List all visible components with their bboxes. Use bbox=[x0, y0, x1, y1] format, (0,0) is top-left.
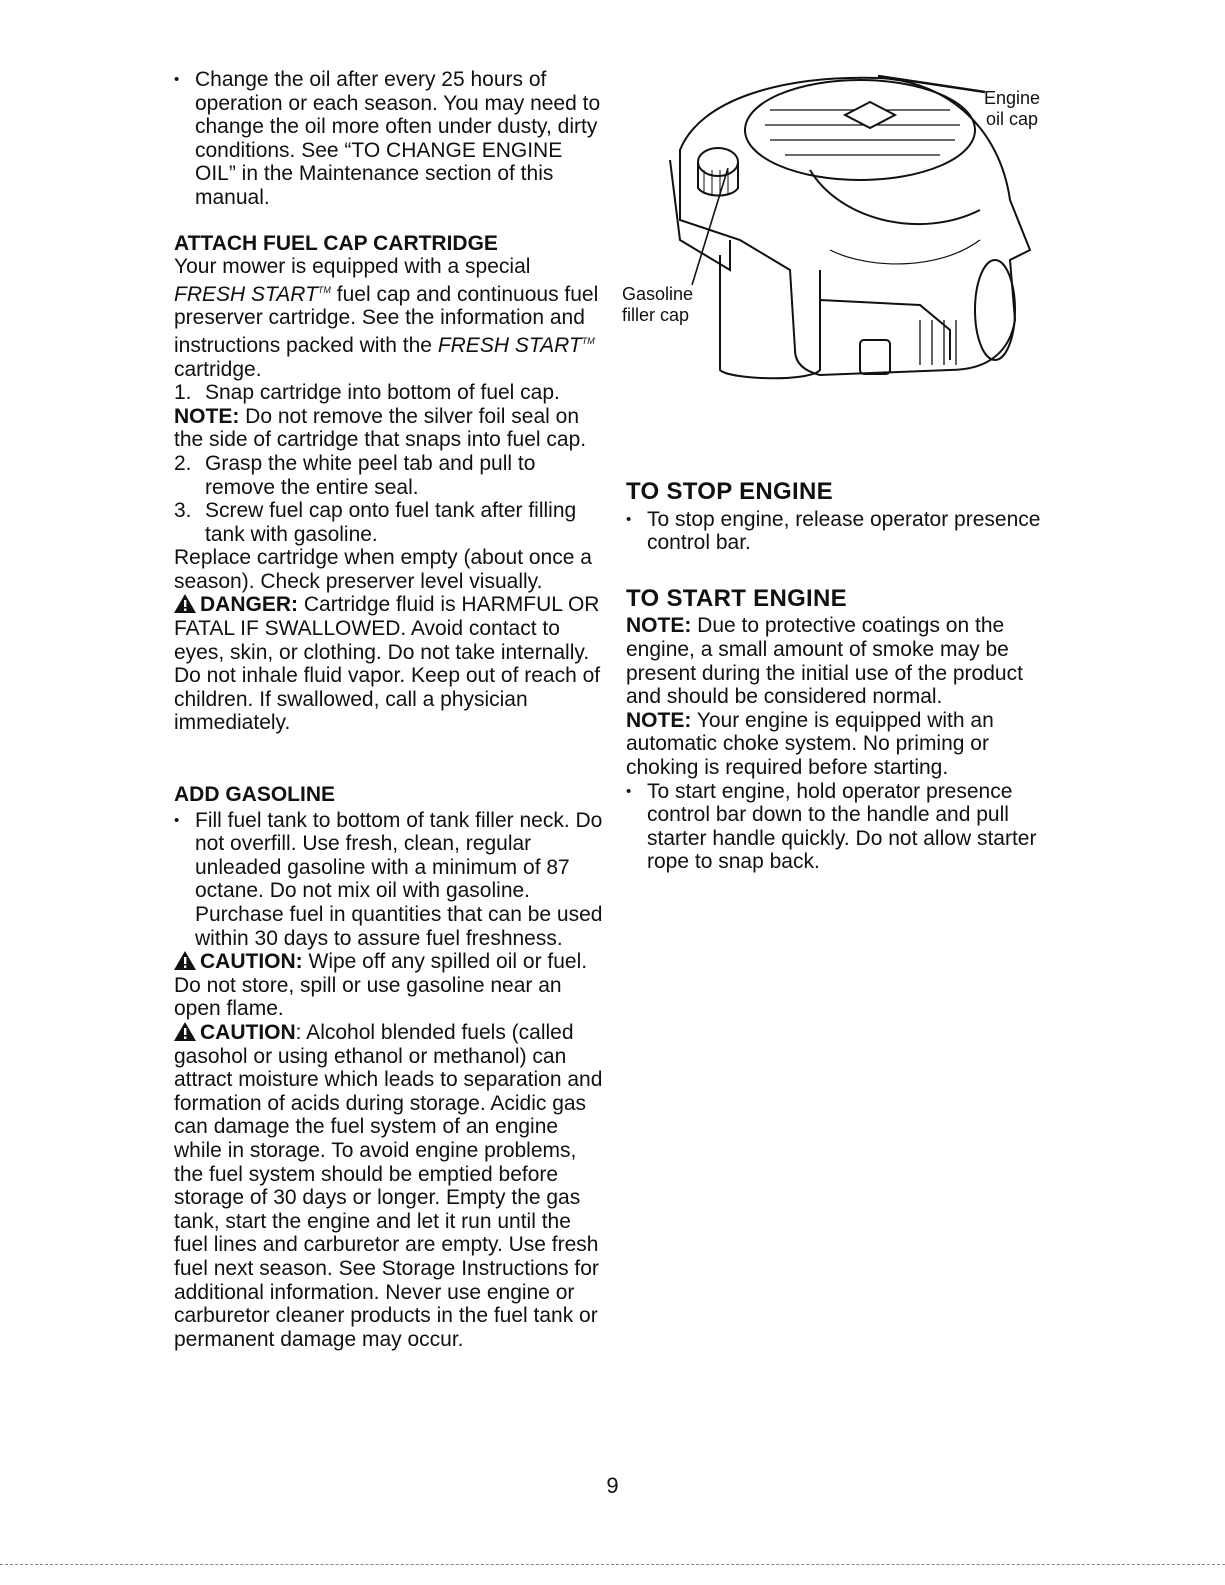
engine-oil-cap-label: Engine oil cap bbox=[984, 88, 1041, 129]
note-foil-seal: NOTE: Do not remove the silver foil seal on the side of cartridge that snaps into fuel cap. bbox=[174, 404, 587, 452]
fresh-start-name: FRESH START bbox=[174, 282, 318, 306]
gasoline-filler-cap-label: Gasoline filler cap bbox=[622, 284, 694, 325]
danger-warning: DANGER: Cartridge fluid is HARMFUL OR FATAL IF SWALLOWED. Avoid contact to eyes, skin, or clothing. Do not take internally. Do not inhale fluid vapor. Keep out of reach of children. If swallowed, call a physician immediately. bbox=[174, 593, 601, 735]
note-smoke: NOTE: Due to protective coatings on the engine, a small amount of smoke may be present during the initial use of the product and should be considered normal. bbox=[626, 614, 1023, 709]
warning-triangle-icon bbox=[174, 951, 196, 970]
warning-triangle-icon bbox=[174, 594, 196, 613]
replace-cartridge-text: Replace cartridge when empty (about once a season). Check preserver level visually. bbox=[174, 546, 592, 593]
add-gasoline-bullet: • Fill fuel tank to bottom of tank filler neck. Do not overfill. Use fresh, clean, regular unleaded gasoline with a minimum of 87 octane. Do not mix oil with gasoline. Purchase fuel in quantities that can be used within 30 days to assure fuel freshness. bbox=[174, 809, 604, 951]
start-engine-heading: TO START ENGINE bbox=[626, 584, 847, 612]
right-column bbox=[626, 480, 1056, 874]
step-1: 1. Snap cartridge into bottom of fuel cap. bbox=[174, 381, 560, 405]
page-number: 9 bbox=[606, 1473, 619, 1498]
attach-paragraph: Your mower is equipped with a special FRESH START™ fuel cap and continuous fuel preserver cartridge. See the information and instructions packed with the FRESH START™ cartridge. bbox=[174, 255, 599, 381]
stop-engine-bullet: • To stop engine, release operator presence control bar. bbox=[626, 508, 1056, 555]
stop-engine-heading: TO STOP ENGINE bbox=[626, 478, 833, 505]
fresh-start-name: FRESH START bbox=[437, 333, 582, 357]
engine-illustration bbox=[620, 70, 1060, 410]
oil-change-bullet: • Change the oil after every 25 hours of operation or each season. You may need to change the oil more often under dusty, dirty conditions. See “TO CHANGE ENGINE OIL” in the Maintenance section of this manual. bbox=[174, 68, 604, 210]
warning-triangle-icon bbox=[174, 1022, 196, 1041]
step-2: 2. Grasp the white peel tab and pull to remove the entire seal. bbox=[174, 451, 536, 499]
attach-fuel-cap-heading: ATTACH FUEL CAP CARTRIDGE bbox=[174, 231, 498, 255]
caution-alcohol-fuels: CAUTION: Alcohol blended fuels (called gasohol or using ethanol or methanol) can attract moisture which leads to separation and formation of acids during storage. Acidic gas can damage the fuel system of an engine while in storage. To avoid engine problems, the fuel system should be emptied before storage of 30 days or longer. Empty the gas tank, start the engine and let it run until the fuel lines and carburetor are empty. Use fresh fuel next season. See Storage Instructions for additional information. Never use engine or carburetor cleaner products in the fuel tank or permanent damage may occur. bbox=[174, 1020, 603, 1351]
step-3: 3. Screw fuel cap onto fuel tank after filling tank with gasoline. bbox=[174, 499, 577, 546]
add-gasoline-heading: ADD GASOLINE bbox=[174, 783, 336, 807]
note-auto-choke: NOTE: Your engine is equipped with an automatic choke system. No priming or choking is required before starting. bbox=[626, 708, 994, 779]
caution-spill: CAUTION: Wipe off any spilled oil or fuel. Do not store, spill or use gasoline near an open flame. bbox=[174, 950, 588, 1021]
start-engine-bullet: • To start engine, hold operator presence control bar down to the handle and pull starter handle quickly. Do not allow starter rope to snap back. bbox=[626, 780, 1056, 874]
bottom-dashed-rule bbox=[0, 1564, 1225, 1565]
left-column bbox=[174, 68, 604, 1351]
